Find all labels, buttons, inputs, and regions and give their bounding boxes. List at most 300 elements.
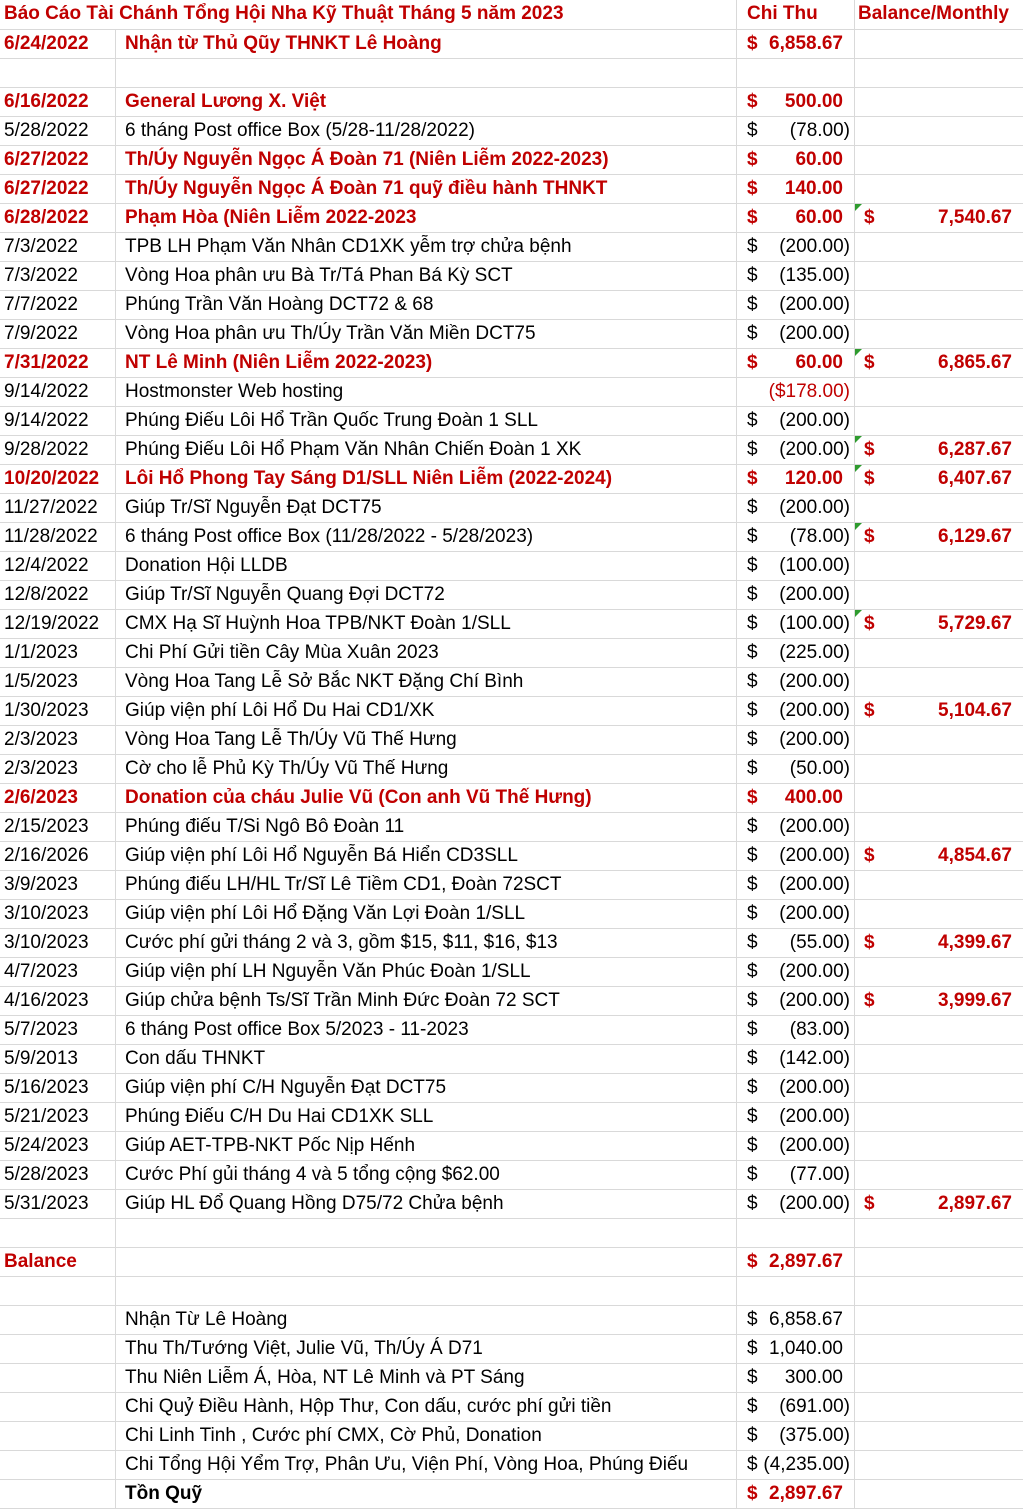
date-cell[interactable] bbox=[0, 146, 116, 174]
balance-cell[interactable] bbox=[855, 175, 1023, 203]
balance-cell[interactable] bbox=[855, 1422, 1023, 1450]
currency-symbol: $ bbox=[747, 265, 758, 286]
ledger-row bbox=[0, 958, 1023, 987]
description-cell[interactable] bbox=[116, 929, 737, 957]
date-cell[interactable] bbox=[0, 204, 116, 232]
description-cell[interactable] bbox=[116, 610, 737, 638]
currency-symbol: $ bbox=[747, 671, 758, 692]
date-cell[interactable] bbox=[0, 813, 116, 841]
description-text: Chi Phí Gửi tiền Cây Mùa Xuân 2023 bbox=[125, 642, 439, 663]
currency-symbol: $ bbox=[747, 1367, 758, 1388]
ledger-row bbox=[0, 755, 1023, 784]
description-cell[interactable] bbox=[116, 1103, 737, 1131]
balance-cell[interactable] bbox=[855, 813, 1023, 841]
balance-cell[interactable] bbox=[855, 697, 1023, 725]
description-text: Phúng Điếu C/H Du Hai CD1XK SLL bbox=[125, 1106, 434, 1127]
date-cell[interactable] bbox=[0, 610, 116, 638]
description-text: Th/Úy Nguyễn Ngọc Á Đoàn 71 (Niên Liễm 2022-2023) bbox=[125, 149, 609, 170]
description-cell[interactable] bbox=[116, 1422, 737, 1450]
description-cell[interactable] bbox=[116, 900, 737, 928]
balance-cell[interactable] bbox=[855, 1103, 1023, 1131]
amount-cell[interactable] bbox=[737, 1045, 855, 1073]
description-text: Con dấu THNKT bbox=[125, 1048, 266, 1069]
date-cell[interactable] bbox=[0, 842, 116, 870]
description-cell[interactable] bbox=[116, 871, 737, 899]
amount-cell[interactable] bbox=[737, 842, 855, 870]
date-text: 2/16/2026 bbox=[4, 845, 89, 866]
currency-symbol: $ bbox=[747, 1396, 758, 1417]
amount-value: (200.00) bbox=[779, 410, 850, 431]
date-cell[interactable] bbox=[0, 88, 116, 116]
date-text: 1/30/2023 bbox=[4, 700, 89, 721]
date-cell[interactable] bbox=[0, 1045, 116, 1073]
date-text: 4/7/2023 bbox=[4, 961, 78, 982]
ledger-row bbox=[0, 1451, 1023, 1480]
amount-cell[interactable] bbox=[737, 1190, 855, 1218]
amount-cell[interactable] bbox=[737, 1161, 855, 1189]
description-cell[interactable] bbox=[116, 784, 737, 812]
comment-indicator-icon[interactable] bbox=[855, 523, 862, 530]
date-cell[interactable] bbox=[0, 436, 116, 464]
date-cell[interactable] bbox=[0, 262, 116, 290]
balance-currency-symbol: $ bbox=[864, 990, 875, 1011]
description-cell[interactable] bbox=[116, 1480, 737, 1508]
balance-cell[interactable] bbox=[855, 610, 1023, 638]
amount-cell[interactable] bbox=[737, 407, 855, 435]
date-cell[interactable] bbox=[0, 494, 116, 522]
date-cell[interactable] bbox=[0, 465, 116, 493]
date-cell[interactable] bbox=[0, 639, 116, 667]
balance-cell[interactable] bbox=[855, 958, 1023, 986]
description-cell[interactable] bbox=[116, 1132, 737, 1160]
balance-cell[interactable] bbox=[855, 1451, 1023, 1479]
description-cell[interactable] bbox=[116, 987, 737, 1015]
amount-cell[interactable] bbox=[737, 59, 855, 87]
ledger-row bbox=[0, 1132, 1023, 1161]
amount-cell[interactable] bbox=[737, 668, 855, 696]
description-cell[interactable] bbox=[116, 1306, 737, 1334]
description-cell[interactable] bbox=[116, 552, 737, 580]
description-cell[interactable] bbox=[116, 175, 737, 203]
ledger-row bbox=[0, 233, 1023, 262]
amount-cell[interactable] bbox=[737, 378, 855, 406]
date-cell[interactable] bbox=[0, 929, 116, 957]
date-cell[interactable] bbox=[0, 291, 116, 319]
balance-cell[interactable] bbox=[855, 204, 1023, 232]
balance-cell[interactable] bbox=[855, 320, 1023, 348]
amount-value: (100.00) bbox=[779, 613, 850, 634]
description-cell[interactable] bbox=[116, 262, 737, 290]
date-cell[interactable] bbox=[0, 581, 116, 609]
balance-cell[interactable] bbox=[855, 784, 1023, 812]
date-cell[interactable] bbox=[0, 1422, 116, 1450]
amount-cell[interactable] bbox=[737, 465, 855, 493]
date-text: 7/31/2022 bbox=[4, 352, 89, 373]
date-text: 2/3/2023 bbox=[4, 729, 78, 750]
date-cell[interactable] bbox=[0, 233, 116, 261]
balance-cell[interactable] bbox=[855, 1393, 1023, 1421]
description-cell[interactable] bbox=[116, 668, 737, 696]
amount-value: (200.00) bbox=[779, 671, 850, 692]
description-cell[interactable] bbox=[116, 813, 737, 841]
description-cell[interactable] bbox=[116, 1219, 737, 1247]
amount-cell[interactable] bbox=[737, 552, 855, 580]
date-cell[interactable] bbox=[0, 871, 116, 899]
amount-value: (4,235.00) bbox=[763, 1454, 850, 1475]
comment-indicator-icon[interactable] bbox=[855, 610, 862, 617]
date-cell[interactable] bbox=[0, 726, 116, 754]
balance-cell[interactable] bbox=[855, 1277, 1023, 1305]
description-cell[interactable] bbox=[116, 639, 737, 667]
amount-cell[interactable] bbox=[737, 1451, 855, 1479]
amount-cell[interactable] bbox=[737, 726, 855, 754]
description-cell[interactable] bbox=[116, 117, 737, 145]
balance-value: 5,104.67 bbox=[938, 700, 1012, 721]
description-text: Phạm Hòa (Niên Liễm 2022-2023 bbox=[125, 207, 417, 228]
date-cell[interactable] bbox=[0, 1393, 116, 1421]
balance-cell[interactable] bbox=[855, 1016, 1023, 1044]
date-cell[interactable] bbox=[0, 1277, 116, 1305]
date-cell[interactable] bbox=[0, 697, 116, 725]
date-text: 6/24/2022 bbox=[4, 33, 89, 54]
description-cell[interactable] bbox=[116, 1248, 737, 1276]
amount-value: (200.00) bbox=[779, 845, 850, 866]
comment-indicator-icon[interactable] bbox=[855, 349, 862, 356]
balance-cell[interactable] bbox=[855, 1480, 1023, 1508]
balance-cell[interactable] bbox=[855, 436, 1023, 464]
balance-cell[interactable] bbox=[855, 755, 1023, 783]
balance-cell[interactable] bbox=[855, 871, 1023, 899]
date-text: 9/28/2022 bbox=[4, 439, 89, 460]
description-cell[interactable] bbox=[116, 30, 737, 58]
amount-column-header[interactable]: Chi Thu bbox=[737, 0, 855, 29]
description-cell[interactable] bbox=[116, 349, 737, 377]
description-text: Giúp chửa bệnh Ts/Sĩ Trần Minh Đức Đoàn 72 SCT bbox=[125, 990, 560, 1011]
amount-cell[interactable] bbox=[737, 204, 855, 232]
balance-cell[interactable] bbox=[855, 233, 1023, 261]
description-cell[interactable] bbox=[116, 755, 737, 783]
description-cell[interactable] bbox=[116, 697, 737, 725]
amount-cell[interactable] bbox=[737, 958, 855, 986]
balance-cell[interactable] bbox=[855, 668, 1023, 696]
ledger-row bbox=[0, 813, 1023, 842]
date-cell[interactable] bbox=[0, 1219, 116, 1247]
balance-cell[interactable] bbox=[855, 291, 1023, 319]
ledger-row bbox=[0, 146, 1023, 175]
date-cell[interactable] bbox=[0, 117, 116, 145]
balance-cell[interactable] bbox=[855, 1132, 1023, 1160]
description-cell[interactable] bbox=[116, 958, 737, 986]
description-cell[interactable] bbox=[116, 465, 737, 493]
amount-value: (83.00) bbox=[789, 1019, 850, 1040]
balance-cell[interactable] bbox=[855, 552, 1023, 580]
balance-cell[interactable] bbox=[855, 262, 1023, 290]
currency-symbol: $ bbox=[747, 497, 758, 518]
date-text: 5/21/2023 bbox=[4, 1106, 89, 1127]
amount-value: (200.00) bbox=[779, 584, 850, 605]
balance-cell[interactable] bbox=[855, 465, 1023, 493]
balance-cell[interactable] bbox=[855, 987, 1023, 1015]
date-cell[interactable] bbox=[0, 1132, 116, 1160]
date-text: 1/5/2023 bbox=[4, 671, 78, 692]
currency-symbol: $ bbox=[747, 236, 758, 257]
balance-cell[interactable] bbox=[855, 1364, 1023, 1392]
balance-cell[interactable] bbox=[855, 1045, 1023, 1073]
amount-value: ($178.00) bbox=[768, 381, 850, 402]
balance-cell[interactable] bbox=[855, 146, 1023, 174]
date-cell[interactable] bbox=[0, 30, 116, 58]
date-cell[interactable] bbox=[0, 900, 116, 928]
comment-indicator-icon[interactable] bbox=[855, 465, 862, 472]
amount-cell[interactable] bbox=[737, 117, 855, 145]
amount-cell[interactable] bbox=[737, 929, 855, 957]
balance-value: 6,407.67 bbox=[938, 468, 1012, 489]
amount-cell[interactable] bbox=[737, 1277, 855, 1305]
amount-value: (78.00) bbox=[789, 526, 850, 547]
date-cell[interactable] bbox=[0, 784, 116, 812]
comment-indicator-icon[interactable] bbox=[855, 436, 862, 443]
date-cell[interactable] bbox=[0, 378, 116, 406]
currency-symbol: $ bbox=[747, 1483, 758, 1504]
balance-cell[interactable] bbox=[855, 88, 1023, 116]
balance-value: 3,999.67 bbox=[938, 990, 1012, 1011]
amount-cell[interactable] bbox=[737, 581, 855, 609]
report-title[interactable]: Báo Cáo Tài Chánh Tổng Hội Nha Kỹ Thuật Tháng 5 năm 2023 bbox=[0, 0, 737, 29]
amount-cell[interactable] bbox=[737, 987, 855, 1015]
description-cell[interactable] bbox=[116, 842, 737, 870]
date-cell[interactable] bbox=[0, 1248, 116, 1276]
balance-cell[interactable] bbox=[855, 1248, 1023, 1276]
amount-value: 60.00 bbox=[795, 149, 843, 170]
description-text: Donation của cháu Julie Vũ (Con anh Vũ Thế Hưng) bbox=[125, 787, 592, 808]
date-cell[interactable] bbox=[0, 175, 116, 203]
description-cell[interactable] bbox=[116, 1335, 737, 1363]
description-cell[interactable] bbox=[116, 523, 737, 551]
description-cell[interactable] bbox=[116, 204, 737, 232]
currency-symbol: $ bbox=[747, 874, 758, 895]
description-text: Tồn Quỹ bbox=[125, 1483, 203, 1504]
amount-cell[interactable] bbox=[737, 233, 855, 261]
balance-cell[interactable] bbox=[855, 1306, 1023, 1334]
balance-cell[interactable] bbox=[855, 900, 1023, 928]
description-cell[interactable] bbox=[116, 1190, 737, 1218]
date-text: 6/16/2022 bbox=[4, 91, 89, 112]
description-cell[interactable] bbox=[116, 1451, 737, 1479]
description-text: NT Lê Minh (Niên Liễm 2022-2023) bbox=[125, 352, 433, 373]
currency-symbol: $ bbox=[747, 178, 758, 199]
date-cell[interactable] bbox=[0, 755, 116, 783]
amount-cell[interactable] bbox=[737, 1480, 855, 1508]
amount-cell[interactable] bbox=[737, 291, 855, 319]
description-cell[interactable] bbox=[116, 233, 737, 261]
amount-cell[interactable] bbox=[737, 494, 855, 522]
ledger-row bbox=[0, 1045, 1023, 1074]
balance-cell[interactable] bbox=[855, 378, 1023, 406]
date-cell[interactable] bbox=[0, 1335, 116, 1363]
ledger-row bbox=[0, 320, 1023, 349]
description-cell[interactable] bbox=[116, 1161, 737, 1189]
description-text: Giúp viện phí C/H Nguyễn Đạt DCT75 bbox=[125, 1077, 447, 1098]
amount-value: (200.00) bbox=[779, 1193, 850, 1214]
amount-cell[interactable] bbox=[737, 697, 855, 725]
amount-cell[interactable] bbox=[737, 30, 855, 58]
description-cell[interactable] bbox=[116, 59, 737, 87]
comment-indicator-icon[interactable] bbox=[855, 204, 862, 211]
description-cell[interactable] bbox=[116, 726, 737, 754]
amount-cell[interactable] bbox=[737, 436, 855, 464]
balance-value: 4,854.67 bbox=[938, 845, 1012, 866]
amount-cell[interactable] bbox=[737, 1074, 855, 1102]
amount-cell[interactable] bbox=[737, 523, 855, 551]
description-text: Vòng Hoa phân ưu Bà Tr/Tá Phan Bá Kỳ SCT bbox=[125, 265, 513, 286]
amount-cell[interactable] bbox=[737, 1422, 855, 1450]
balance-cell[interactable] bbox=[855, 349, 1023, 377]
description-cell[interactable] bbox=[116, 581, 737, 609]
currency-symbol: $ bbox=[747, 352, 758, 373]
ledger-row bbox=[0, 378, 1023, 407]
amount-cell[interactable] bbox=[737, 813, 855, 841]
description-cell[interactable] bbox=[116, 1016, 737, 1044]
currency-symbol: $ bbox=[747, 468, 758, 489]
description-cell[interactable] bbox=[116, 1045, 737, 1073]
description-cell[interactable] bbox=[116, 291, 737, 319]
date-text: 5/7/2023 bbox=[4, 1019, 78, 1040]
ledger-row bbox=[0, 581, 1023, 610]
date-cell[interactable] bbox=[0, 958, 116, 986]
description-text: Vòng Hoa Tang Lễ Th/Úy Vũ Thế Hưng bbox=[125, 729, 457, 750]
balance-cell[interactable] bbox=[855, 581, 1023, 609]
amount-cell[interactable] bbox=[737, 1132, 855, 1160]
amount-cell[interactable] bbox=[737, 610, 855, 638]
amount-cell[interactable] bbox=[737, 1219, 855, 1247]
amount-cell[interactable] bbox=[737, 1103, 855, 1131]
currency-symbol: $ bbox=[747, 526, 758, 547]
date-cell[interactable] bbox=[0, 987, 116, 1015]
ledger-row bbox=[0, 1190, 1023, 1219]
date-cell[interactable] bbox=[0, 1190, 116, 1218]
date-cell[interactable] bbox=[0, 1480, 116, 1508]
date-text: 6/27/2022 bbox=[4, 178, 89, 199]
currency-symbol: $ bbox=[747, 816, 758, 837]
date-cell[interactable] bbox=[0, 1103, 116, 1131]
date-cell[interactable] bbox=[0, 1364, 116, 1392]
description-text: Nhận từ Thủ Qũy THNKT Lê Hoàng bbox=[125, 33, 442, 54]
description-cell[interactable] bbox=[116, 320, 737, 348]
balance-currency-symbol: $ bbox=[864, 352, 875, 373]
description-text: Cước phí gửi tháng 2 và 3, gồm $15, $11, $16, $13 bbox=[125, 932, 558, 953]
description-cell[interactable] bbox=[116, 1364, 737, 1392]
ledger-row bbox=[0, 987, 1023, 1016]
balance-cell[interactable] bbox=[855, 117, 1023, 145]
amount-cell[interactable] bbox=[737, 320, 855, 348]
amount-cell[interactable] bbox=[737, 1248, 855, 1276]
amount-cell[interactable] bbox=[737, 784, 855, 812]
currency-symbol: $ bbox=[747, 613, 758, 634]
balance-cell[interactable] bbox=[855, 30, 1023, 58]
ledger-row bbox=[0, 59, 1023, 88]
balance-cell[interactable] bbox=[855, 842, 1023, 870]
date-cell[interactable] bbox=[0, 59, 116, 87]
currency-symbol: $ bbox=[747, 1309, 758, 1330]
amount-cell[interactable] bbox=[737, 1393, 855, 1421]
description-cell[interactable] bbox=[116, 1074, 737, 1102]
balance-cell[interactable] bbox=[855, 1161, 1023, 1189]
ledger-row bbox=[0, 842, 1023, 871]
currency-symbol: $ bbox=[747, 1454, 758, 1475]
date-cell[interactable] bbox=[0, 1016, 116, 1044]
amount-cell[interactable] bbox=[737, 175, 855, 203]
description-text: Donation Hội LLDB bbox=[125, 555, 288, 576]
amount-cell[interactable] bbox=[737, 349, 855, 377]
amount-cell[interactable] bbox=[737, 1364, 855, 1392]
amount-value: (691.00) bbox=[779, 1396, 850, 1417]
description-cell[interactable] bbox=[116, 146, 737, 174]
balance-cell[interactable] bbox=[855, 1219, 1023, 1247]
balance-column-header[interactable]: Balance/Monthly bbox=[858, 3, 1009, 24]
balance-cell[interactable] bbox=[855, 494, 1023, 522]
amount-value: 300.00 bbox=[784, 1367, 843, 1388]
date-cell[interactable] bbox=[0, 1161, 116, 1189]
date-text: 12/8/2022 bbox=[4, 584, 89, 605]
amount-cell[interactable] bbox=[737, 871, 855, 899]
amount-cell[interactable] bbox=[737, 900, 855, 928]
amount-cell[interactable] bbox=[737, 262, 855, 290]
balance-cell[interactable] bbox=[855, 1335, 1023, 1363]
date-cell[interactable] bbox=[0, 320, 116, 348]
balance-cell[interactable] bbox=[855, 407, 1023, 435]
balance-currency-symbol: $ bbox=[864, 468, 875, 489]
balance-cell[interactable] bbox=[855, 1190, 1023, 1218]
ledger-row bbox=[0, 929, 1023, 958]
amount-cell[interactable] bbox=[737, 755, 855, 783]
description-cell[interactable] bbox=[116, 494, 737, 522]
description-cell[interactable] bbox=[116, 1277, 737, 1305]
date-cell[interactable] bbox=[0, 523, 116, 551]
currency-symbol: $ bbox=[747, 410, 758, 431]
ledger-row bbox=[0, 436, 1023, 465]
balance-cell[interactable] bbox=[855, 639, 1023, 667]
currency-symbol: $ bbox=[747, 120, 758, 141]
description-cell[interactable] bbox=[116, 88, 737, 116]
description-text: 6 tháng Post office Box (5/28-11/28/2022) bbox=[125, 120, 475, 141]
amount-cell[interactable] bbox=[737, 1016, 855, 1044]
description-cell[interactable] bbox=[116, 1393, 737, 1421]
date-cell[interactable] bbox=[0, 668, 116, 696]
date-text: 5/28/2023 bbox=[4, 1164, 89, 1185]
date-cell[interactable] bbox=[0, 1451, 116, 1479]
description-cell[interactable] bbox=[116, 407, 737, 435]
description-cell[interactable] bbox=[116, 436, 737, 464]
amount-cell[interactable] bbox=[737, 1335, 855, 1363]
amount-cell[interactable] bbox=[737, 639, 855, 667]
description-cell[interactable] bbox=[116, 378, 737, 406]
balance-cell[interactable] bbox=[855, 1074, 1023, 1102]
amount-cell[interactable] bbox=[737, 1306, 855, 1334]
currency-symbol: $ bbox=[747, 1135, 758, 1156]
date-cell[interactable] bbox=[0, 1306, 116, 1334]
balance-cell[interactable] bbox=[855, 726, 1023, 754]
date-cell[interactable] bbox=[0, 1074, 116, 1102]
balance-cell[interactable] bbox=[855, 523, 1023, 551]
amount-cell[interactable] bbox=[737, 146, 855, 174]
balance-cell[interactable] bbox=[855, 929, 1023, 957]
amount-cell[interactable] bbox=[737, 88, 855, 116]
date-cell[interactable] bbox=[0, 552, 116, 580]
currency-symbol: $ bbox=[747, 323, 758, 344]
date-cell[interactable] bbox=[0, 349, 116, 377]
balance-cell[interactable] bbox=[855, 59, 1023, 87]
date-cell[interactable] bbox=[0, 407, 116, 435]
